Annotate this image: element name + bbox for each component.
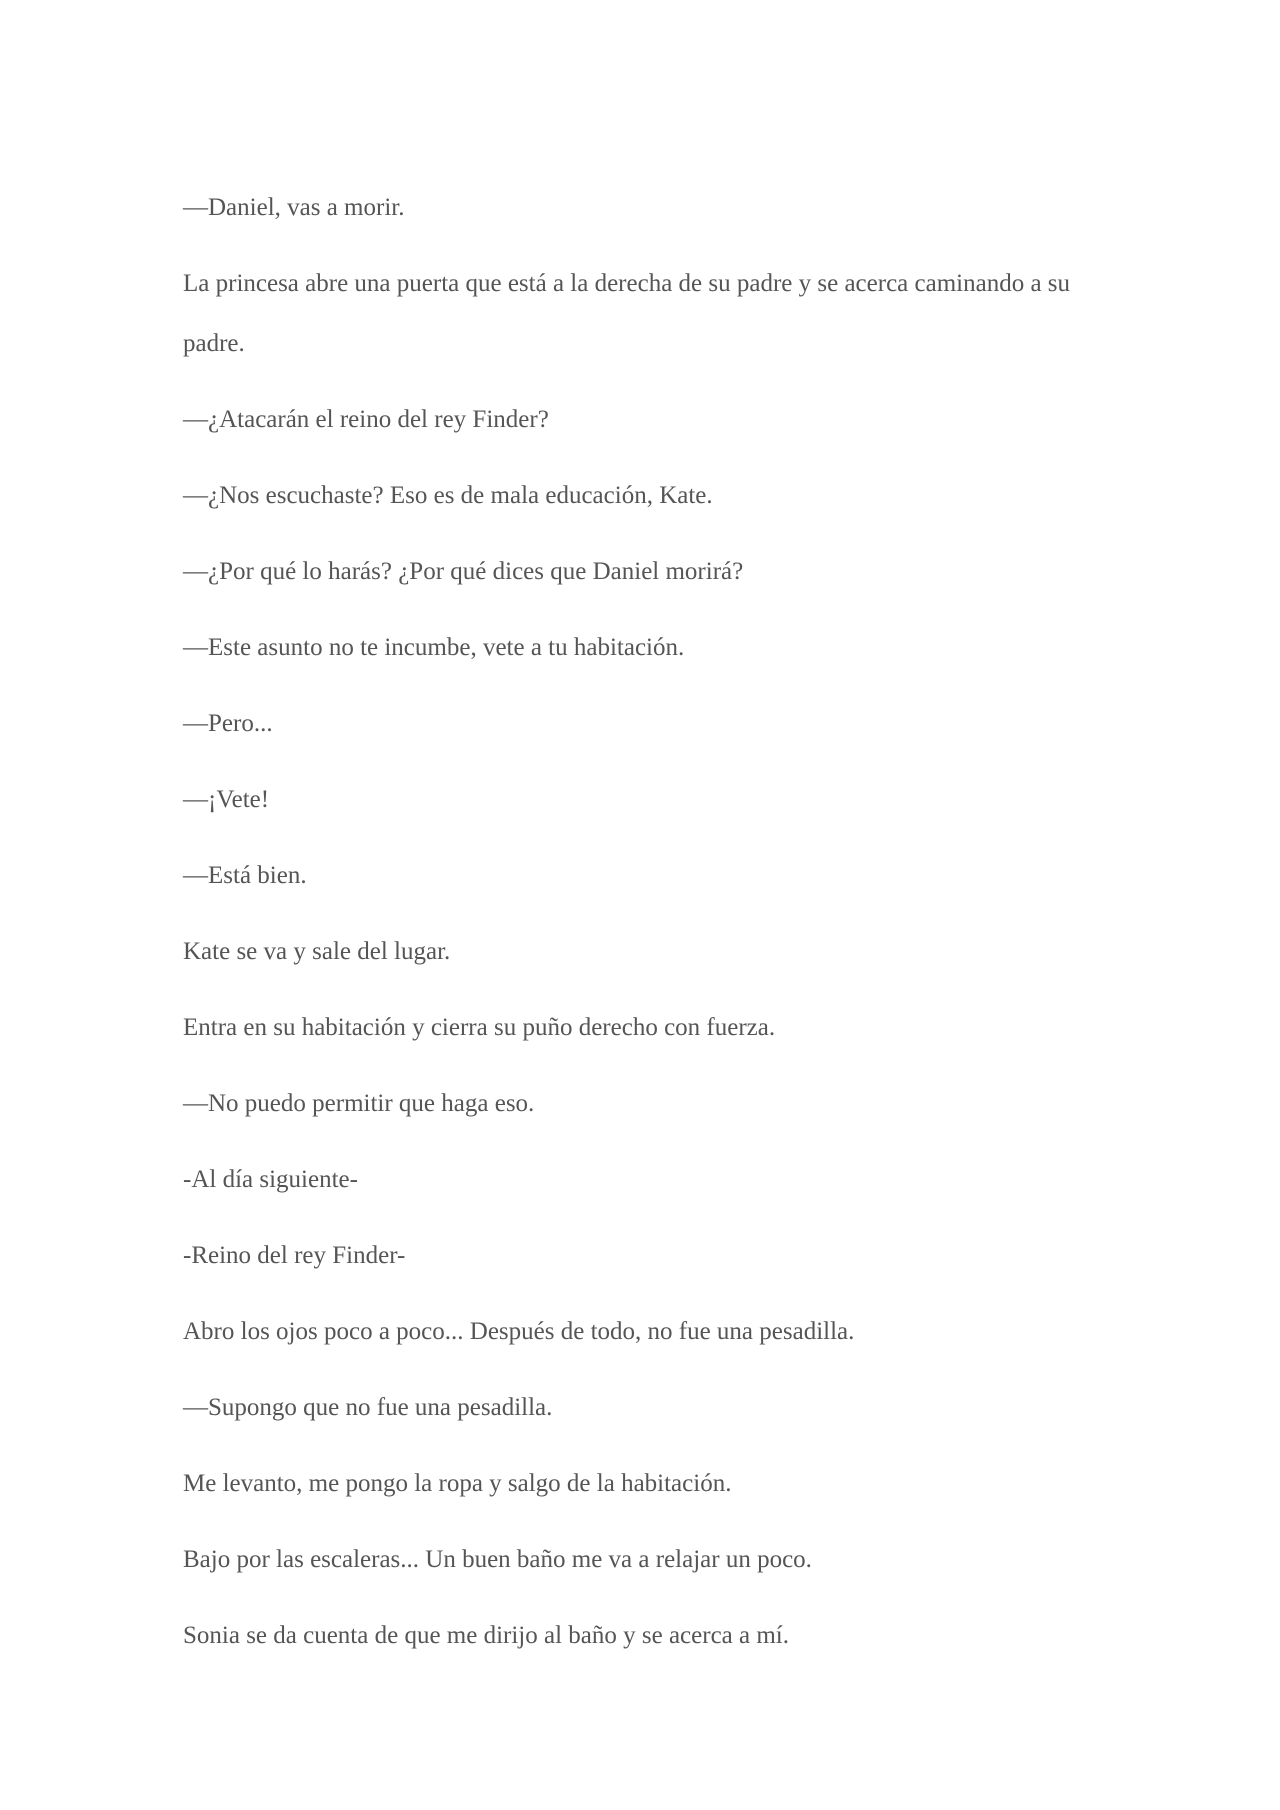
paragraph: -Reino del rey Finder-: [183, 1242, 406, 1269]
paragraph: Entra en su habitación y cierra su puño derecho con fuerza.: [183, 1014, 776, 1041]
paragraph: —Daniel, vas a morir.: [183, 194, 405, 221]
paragraph: Abro los ojos poco a poco... Después de todo, no fue una pesadilla.: [183, 1318, 855, 1345]
paragraph: —Está bien.: [183, 862, 307, 889]
paragraph: —Supongo que no fue una pesadilla.: [183, 1394, 553, 1421]
paragraph: —¿Atacarán el reino del rey Finder?: [183, 406, 549, 433]
paragraph: —¡Vete!: [183, 786, 270, 813]
paragraph: Me levanto, me pongo la ropa y salgo de la habitación.: [183, 1470, 732, 1497]
paragraph: —Este asunto no te incumbe, vete a tu habitación.: [183, 634, 685, 661]
paragraph: —¿Nos escuchaste? Eso es de mala educación, Kate.: [183, 482, 713, 509]
paragraph: —No puedo permitir que haga eso.: [183, 1090, 535, 1117]
paragraph: Kate se va y sale del lugar.: [183, 938, 451, 965]
paragraph: -Al día siguiente-: [183, 1166, 358, 1193]
document-body: [183, 178, 1083, 1682]
paragraph: La princesa abre una puerta que está a la derecha de su padre y se acerca caminando a su padre.: [183, 270, 1071, 357]
paragraph: —¿Por qué lo harás? ¿Por qué dices que Daniel morirá?: [183, 558, 744, 585]
paragraph: —Pero...: [183, 710, 273, 737]
paragraph: Sonia se da cuenta de que me dirijo al baño y se acerca a mí.: [183, 1622, 790, 1649]
paragraph: Bajo por las escaleras... Un buen baño me va a relajar un poco.: [183, 1546, 812, 1573]
